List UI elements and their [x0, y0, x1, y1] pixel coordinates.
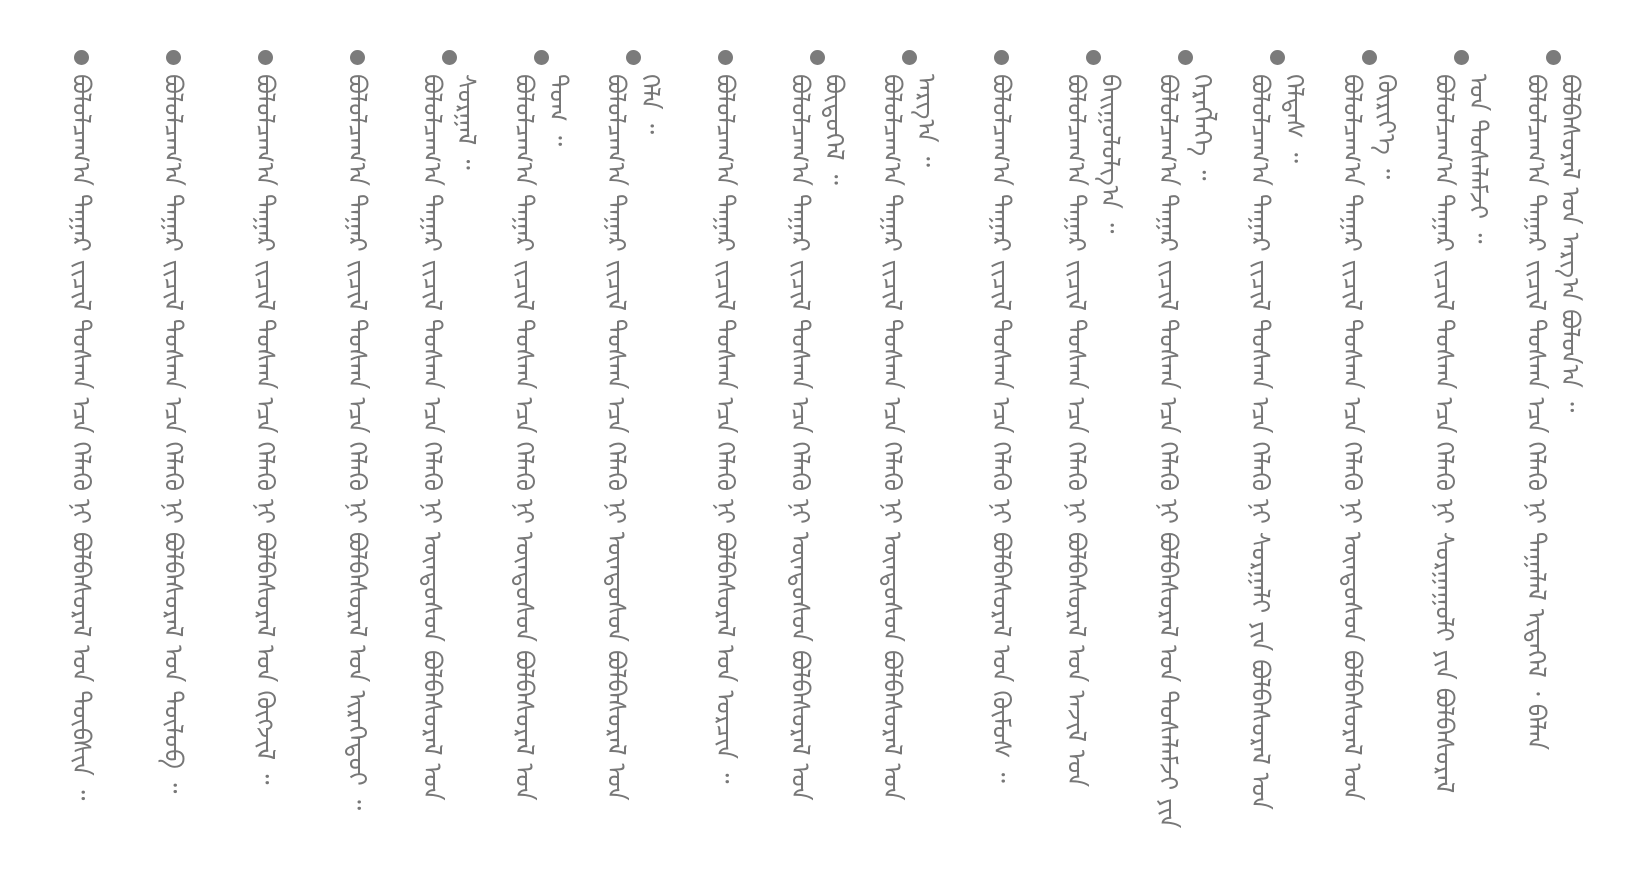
list-item — [35, 46, 127, 846]
list-item — [955, 46, 1047, 846]
bullet-icon — [1086, 50, 1101, 65]
list-item-text: ᠪᠣᠯᠣᠯᠴᠠᠭ᠎ᠠ ᠳᠠᠭᠠᠷ ᠵᠢᠴᠢᠯ ᠲᠣᠰᠬᠠ ᠡᠴᠡ ᠬᠡᠯᠡᠬᠦ ᠨᠢ ᠦᠨᠳᠦᠰᠦᠨ ᠪᠣᠯᠪᠠᠰᠤᠷᠠᠯ ᠤᠨ ᠬᠦᠷᠢᠶ᠎ᠡ ᠃ — [1338, 74, 1401, 801]
bullet-icon — [1178, 50, 1193, 65]
list-item — [495, 46, 587, 846]
list-item — [771, 46, 863, 846]
bullet-icon — [74, 50, 89, 65]
list-item — [587, 46, 679, 846]
list-item-text: ᠪᠣᠯᠣᠯᠴᠠᠭ᠎ᠠ ᠳᠠᠭᠠᠷ ᠵᠢᠴᠢᠯ ᠲᠣᠰᠬᠠ ᠡᠴᠡ ᠬᠡᠯᠡᠬᠦ ᠨᠢ ᠦᠨᠳᠦᠰᠦᠨ ᠪᠣᠯᠪᠠᠰᠤᠷᠠᠯ ᠤᠨ ᠬᠡᠯᠡ ᠃ — [602, 74, 665, 801]
bullet-icon — [258, 50, 273, 65]
bullet-icon — [1546, 50, 1561, 65]
list-item-text: ᠪᠣᠯᠣᠯᠴᠠᠭ᠎ᠠ ᠳᠠᠭᠠᠷ ᠵᠢᠴᠢᠯ ᠲᠣᠰᠬᠠ ᠡᠴᠡ ᠬᠡᠯᠡᠬᠦ ᠨᠢ ᠪᠣᠯᠪᠠᠰᠤᠷᠠᠯ ᠤᠨ ᠬᠥᠭᠵᠢᠯ ᠃ — [251, 74, 280, 785]
list-item — [1323, 46, 1415, 846]
list-item-text: ᠪᠣᠯᠣᠯᠴᠠᠭ᠎ᠠ ᠳᠠᠭᠠᠷ ᠵᠢᠴᠢᠯ ᠲᠣᠰᠬᠠ ᠡᠴᠡ ᠬᠡᠯᠡᠬᠦ ᠨᠢ ᠪᠣᠯᠪᠠᠰᠤᠷᠠᠯ ᠤᠨ ᠢᠷᠡᠭᠡᠳᠦᠢ ᠃ — [343, 74, 372, 811]
bullet-columns — [35, 46, 1599, 846]
list-item — [219, 46, 311, 846]
bullet-icon — [1270, 50, 1285, 65]
list-item-text: ᠪᠣᠯᠣᠯᠴᠠᠭ᠎ᠠ ᠳᠠᠭᠠᠷ ᠵᠢᠴᠢᠯ ᠲᠣᠰᠬᠠ ᠡᠴᠡ ᠬᠡᠯᠡᠬᠦ ᠨᠢ ᠪᠣᠯᠪᠠᠰᠤᠷᠠᠯ ᠤᠨ ᠠᠵᠢᠯ ᠤᠨ ᠪᠠᠢᠭᠤᠯᠤᠯᠭ᠎ᠠ ᠃ — [1062, 74, 1125, 788]
bullet-icon — [718, 50, 733, 65]
list-item — [679, 46, 771, 846]
list-item — [1231, 46, 1323, 846]
list-item — [127, 46, 219, 846]
bullet-icon — [626, 50, 641, 65]
list-item — [1507, 46, 1599, 846]
bullet-icon — [166, 50, 181, 65]
list-item-text: ᠪᠣᠯᠣᠯᠴᠠᠭ᠎ᠠ ᠳᠠᠭᠠᠷ ᠵᠢᠴᠢᠯ ᠲᠣᠰᠬᠠ ᠡᠴᠡ ᠬᠡᠯᠡᠬᠦ ᠨᠢ ᠦᠨᠳᠦᠰᠦᠨ ᠪᠣᠯᠪᠠᠰᠤᠷᠠᠯ ᠤᠨ ᠲᠤᠭ ᠃ — [510, 74, 573, 801]
bullet-icon — [810, 50, 825, 65]
bullet-icon — [994, 50, 1009, 65]
list-item — [863, 46, 955, 846]
list-item-text: ᠪᠣᠯᠣᠯᠴᠠᠭ᠎ᠠ ᠳᠠᠭᠠᠷ ᠵᠢᠴᠢᠯ ᠲᠣᠰᠬᠠ ᠡᠴᠡ ᠬᠡᠯᠡᠬᠦ ᠨᠢ ᠪᠣᠯᠪᠠᠰᠤᠷᠠᠯ ᠤᠨ ᠣᠷᠴᠢᠨ ᠃ — [711, 74, 740, 784]
list-item — [1047, 46, 1139, 846]
list-item-text: ᠪᠣᠯᠣᠯᠴᠠᠭ᠎ᠠ ᠳᠠᠭᠠᠷ ᠵᠢᠴᠢᠯ ᠲᠣᠰᠬᠠ ᠡᠴᠡ ᠬᠡᠯᠡᠬᠦ ᠨᠢ ᠰᠤᠷᠭᠠᠯᠢ ᠶᠢᠨ ᠪᠣᠯᠪᠠᠰᠤᠷᠠᠯ ᠤᠨ ᠬᠡᠯᠲᠡᠰ ᠃ — [1246, 74, 1309, 810]
bullet-icon — [902, 50, 917, 65]
bullet-icon — [1454, 50, 1469, 65]
list-item-text: ᠪᠣᠯᠣᠯᠴᠠᠭ᠎ᠠ ᠳᠠᠭᠠᠷ ᠵᠢᠴᠢᠯ ᠲᠣᠰᠬᠠ ᠡᠴᠡ ᠬᠡᠯᠡᠬᠦ ᠨᠢ ᠪᠣᠯᠪᠠᠰᠤᠷᠠᠯ ᠤᠨ ᠬᠦᠮᠦᠰ ᠃ — [987, 74, 1016, 783]
bullet-icon — [1362, 50, 1377, 65]
list-item-text: ᠪᠣᠯᠣᠯᠴᠠᠭ᠎ᠠ ᠳᠠᠭᠠᠷ ᠵᠢᠴᠢᠯ ᠲᠣᠰᠬᠠ ᠡᠴᠡ ᠬᠡᠯᠡᠬᠦ ᠨᠢ ᠲᠠᠭᠠᠯᠠᠯ ᠢᠲᠡᠭᠡᠯ ᠂ ᠪᠡᠯᠡᠨ ᠪᠣᠯᠪᠠᠰᠤᠷᠠᠯ ᠤᠨ ᠠᠷᠭ᠎ᠠ ᠪᠣᠯᠣᠨ᠎ᠠ ᠃ — [1522, 74, 1585, 751]
list-item — [1415, 46, 1507, 846]
list-item — [311, 46, 403, 846]
bullet-icon — [350, 50, 365, 65]
list-item — [1139, 46, 1231, 846]
list-item-text: ᠪᠣᠯᠣᠯᠴᠠᠭ᠎ᠠ ᠳᠠᠭᠠᠷ ᠵᠢᠴᠢᠯ ᠲᠣᠰᠬᠠ ᠡᠴᠡ ᠬᠡᠯᠡᠬᠦ ᠨᠢ ᠪᠣᠯᠪᠠᠰᠤᠷᠠᠯ ᠤᠨ ᠲᠥᠯᠦᠪ ᠃ — [159, 74, 188, 794]
list-item-text: ᠪᠣᠯᠣᠯᠴᠠᠭ᠎ᠠ ᠳᠠᠭᠠᠷ ᠵᠢᠴᠢᠯ ᠲᠣᠰᠬᠠ ᠡᠴᠡ ᠬᠡᠯᠡᠬᠦ ᠨᠢ ᠦᠨᠳᠦᠰᠦᠨ ᠪᠣᠯᠪᠠᠰᠤᠷᠠᠯ ᠤᠨ ᠪᠦᠲᠦᠭᠡᠯ ᠃ — [786, 74, 849, 801]
bullet-icon — [442, 50, 457, 65]
list-item-text: ᠪᠣᠯᠣᠯᠴᠠᠭ᠎ᠠ ᠳᠠᠭᠠᠷ ᠵᠢᠴᠢᠯ ᠲᠣᠰᠬᠠ ᠡᠴᠡ ᠬᠡᠯᠡᠬᠦ ᠨᠢ ᠰᠤᠷᠭᠠᠭᠤᠯᠢ ᠶᠢᠨ ᠪᠣᠯᠪᠠᠰᠤᠷᠠᠯ ᠤᠨ ᠲᠤᠰᠠᠯᠠᠮᠵᠢ ᠃ — [1430, 74, 1493, 794]
list-item-text: ᠪᠣᠯᠣᠯᠴᠠᠭ᠎ᠠ ᠳᠠᠭᠠᠷ ᠵᠢᠴᠢᠯ ᠲᠣᠰᠬᠠ ᠡᠴᠡ ᠬᠡᠯᠡᠬᠦ ᠨᠢ ᠪᠣᠯᠪᠠᠰᠤᠷᠠᠯ ᠤᠨ ᠲᠤᠰᠠᠯᠠᠮᠵᠢ ᠶᠢᠨ ᠬᠡᠷᠡᠭᠯᠡᠭᠡ ᠃ — [1154, 74, 1217, 829]
list-item-text: ᠪᠣᠯᠣᠯᠴᠠᠭ᠎ᠠ ᠳᠠᠭᠠᠷ ᠵᠢᠴᠢᠯ ᠲᠣᠰᠬᠠ ᠡᠴᠡ ᠬᠡᠯᠡᠬᠦ ᠨᠢ ᠦᠨᠳᠦᠰᠦᠨ ᠪᠣᠯᠪᠠᠰᠤᠷᠠᠯ ᠤᠨ ᠰᠤᠷᠭᠠᠯ ᠃ — [418, 74, 481, 801]
list-item-text: ᠪᠣᠯᠣᠯᠴᠠᠭ᠎ᠠ ᠳᠠᠭᠠᠷ ᠵᠢᠴᠢᠯ ᠲᠣᠰᠬᠠ ᠡᠴᠡ ᠬᠡᠯᠡᠬᠦ ᠨᠢ ᠪᠣᠯᠪᠠᠰᠤᠷᠠᠯ ᠤᠨ ᠲᠦᠪᠰᠢᠨ ᠃ — [67, 74, 96, 801]
list-item — [403, 46, 495, 846]
list-item-text: ᠪᠣᠯᠣᠯᠴᠠᠭ᠎ᠠ ᠳᠠᠭᠠᠷ ᠵᠢᠴᠢᠯ ᠲᠣᠰᠬᠠ ᠡᠴᠡ ᠬᠡᠯᠡᠬᠦ ᠨᠢ ᠦᠨᠳᠦᠰᠦᠨ ᠪᠣᠯᠪᠠᠰᠤᠷᠠᠯ ᠤᠨ ᠠᠷᠭ᠎ᠠ ᠃ — [878, 74, 941, 801]
bullet-icon — [534, 50, 549, 65]
